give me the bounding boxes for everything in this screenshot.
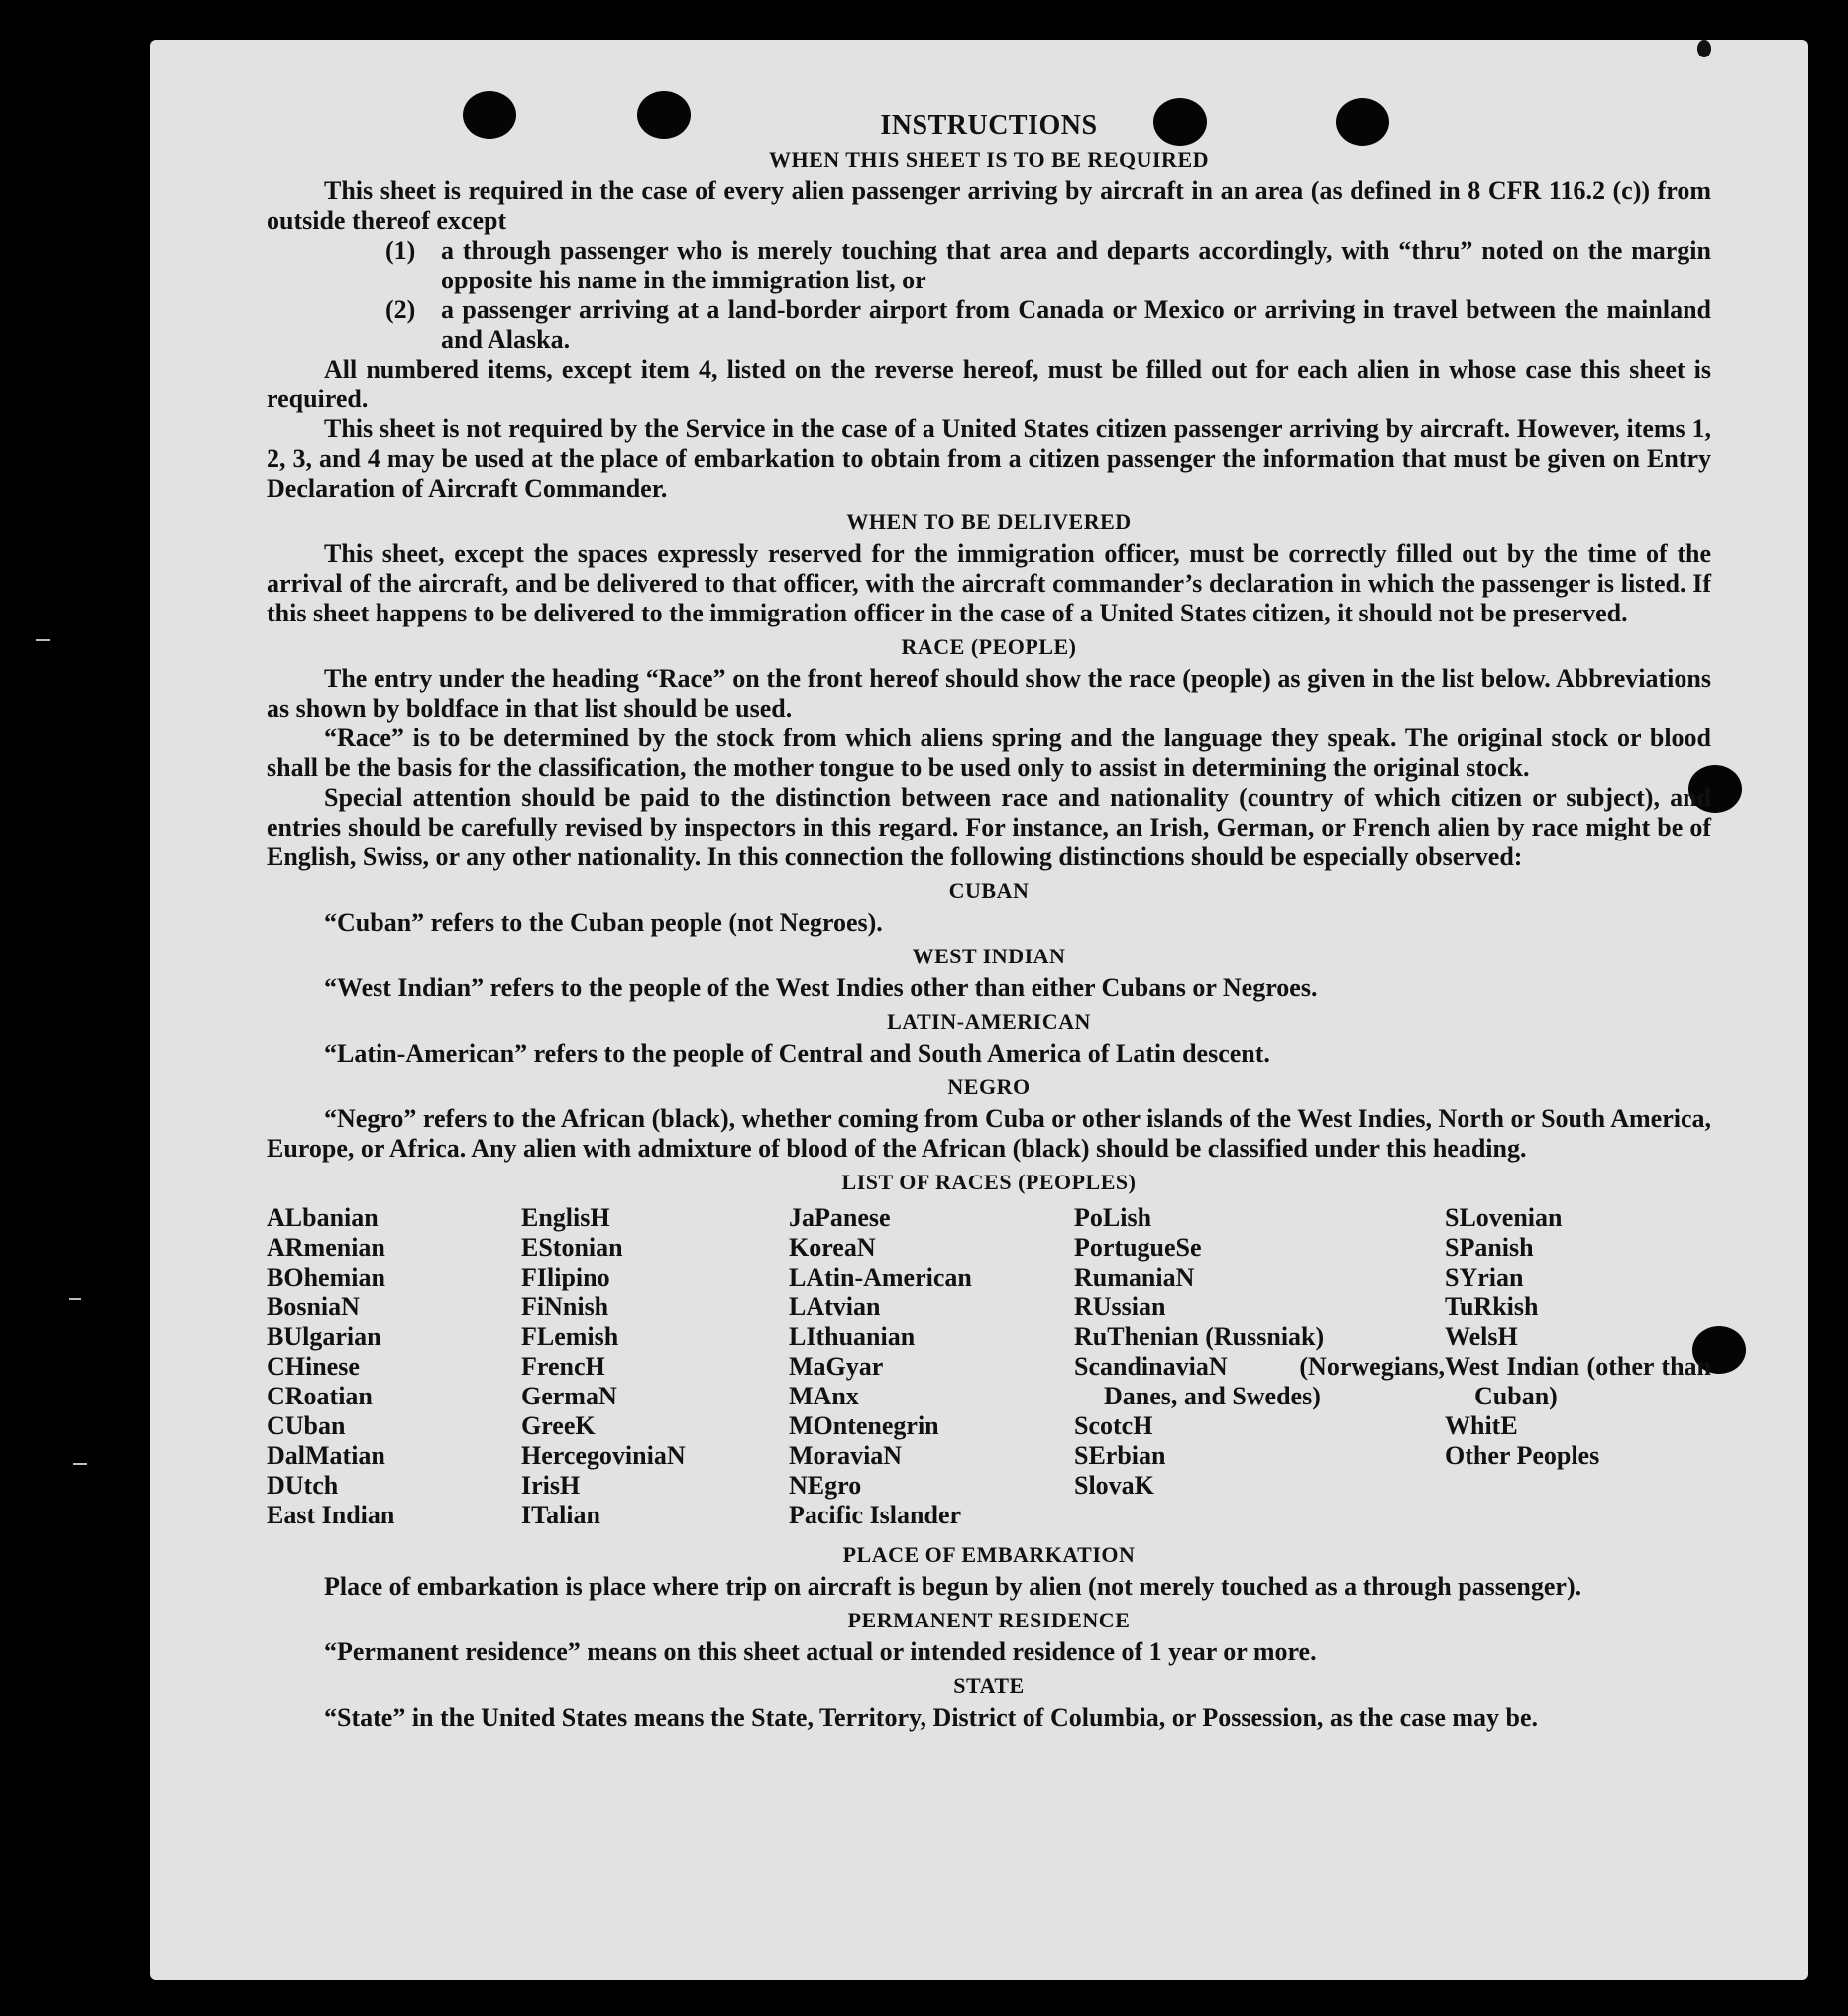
race-entry: BOhemian: [267, 1263, 385, 1291]
race-entry: IrisH: [521, 1471, 581, 1500]
race-entry: DUtch: [267, 1471, 339, 1500]
race-entry: ScandinaviaN (Norwegians, Danes, and Swedes): [1074, 1352, 1445, 1410]
race-entry: SYrian: [1445, 1263, 1524, 1291]
race-entry: SLovenian: [1445, 1203, 1563, 1232]
race-entry: RuThenian (Russniak): [1074, 1322, 1325, 1351]
race-entry: PoLish: [1074, 1203, 1152, 1232]
section-heading-list-of-races: LIST OF RACES (PEOPLES): [841, 1170, 1137, 1194]
race-entry: RumaniaN: [1074, 1263, 1195, 1291]
race-entry: WhitE: [1445, 1411, 1518, 1440]
race-entry: PortugueSe: [1074, 1233, 1202, 1262]
race-entry: FiNnish: [521, 1292, 609, 1321]
race-entry: JaPanese: [789, 1203, 891, 1232]
race-entry: Pacific Islander: [789, 1501, 962, 1529]
race-entry: WelsH: [1445, 1322, 1518, 1351]
races-column: [789, 1203, 1074, 1530]
race-entry: RUssian: [1074, 1292, 1166, 1321]
paragraph: “State” in the United States means the State, Territory, District of Columbia, or Possession, as the case may be.: [324, 1703, 1539, 1732]
section-heading-latin-american: LATIN-AMERICAN: [887, 1009, 1091, 1034]
race-entry: DalMatian: [267, 1441, 385, 1470]
section-heading-state: STATE: [953, 1673, 1025, 1698]
section-heading-residence: PERMANENT RESIDENCE: [847, 1608, 1131, 1632]
instructions-body: [267, 111, 1711, 1733]
paragraph: Special attention should be paid to the distinction between race and nationality (country of which citizen or subject), and entries should be carefully revised by inspectors in this regard. For instance, an Irish, German, or French alien by race might be of English, Swiss, or any other nationality. In this connection the following distinctions should be especially observed:: [267, 783, 1711, 871]
race-entry: West Indian (other than Cuban): [1445, 1352, 1711, 1410]
race-entry: EnglisH: [521, 1203, 610, 1232]
paragraph: “Latin-American” refers to the people of Central and South America of Latin descent.: [324, 1039, 1270, 1067]
race-entry: BosniaN: [267, 1292, 360, 1321]
scan-speck: [1697, 40, 1711, 57]
race-entry: BUlgarian: [267, 1322, 381, 1351]
race-entry: CUban: [267, 1411, 346, 1440]
race-entry: SPanish: [1445, 1233, 1534, 1262]
page-title: INSTRUCTIONS: [880, 110, 1098, 141]
races-column: [1074, 1203, 1445, 1530]
race-entry: SlovaK: [1074, 1471, 1154, 1500]
race-entry: ALbanian: [267, 1203, 379, 1232]
item-text: a passenger arriving at a land-border airport from Canada or Mexico or arriving in travel between the mainland and Alaska.: [441, 295, 1711, 354]
item-text: a through passenger who is merely touching that area and departs accordingly, with “thru” noted on the margin opposite his name in the immigration list, or: [441, 236, 1711, 294]
paragraph: “Cuban” refers to the Cuban people (not Negroes).: [324, 908, 883, 937]
section-heading-negro: NEGRO: [947, 1074, 1031, 1099]
scan-edge-mark: [36, 639, 50, 641]
race-entry: CRoatian: [267, 1382, 373, 1410]
section-heading-required: WHEN THIS SHEET IS TO BE REQUIRED: [768, 147, 1210, 171]
item-number: (2): [385, 295, 416, 324]
paragraph: This sheet is not required by the Service in the case of a United States citizen passenger arriving by aircraft. However, items 1, 2, 3, and 4 may be used at the place of embarkation to obtain from a citizen passenger the information that must be given on Entry Declaration of Aircraft Commander.: [267, 414, 1711, 503]
section-heading-delivered: WHEN TO BE DELIVERED: [846, 509, 1132, 534]
paragraph: Place of embarkation is place where trip on aircraft is begun by alien (not merely touched as a through passenger).: [324, 1572, 1582, 1601]
paragraph: “West Indian” refers to the people of the West Indies other than either Cubans or Negroes.: [324, 973, 1318, 1002]
paragraph: This sheet is required in the case of every alien passenger arriving by aircraft in an area (as defined in 8 CFR 116.2 (c)) from outside thereof except: [267, 176, 1711, 235]
race-entry: KoreaN: [789, 1233, 876, 1262]
races-column: [521, 1203, 789, 1530]
race-entry: FLemish: [521, 1322, 619, 1351]
race-entry: LAtvian: [789, 1292, 881, 1321]
paragraph: The entry under the heading “Race” on the front hereof should show the race (people) as given in the list below. Abbreviations as shown by boldface in that list should be used.: [267, 664, 1711, 723]
race-entry: HercegoviniaN: [521, 1441, 686, 1470]
race-entry: MAnx: [789, 1382, 859, 1410]
list-item: [267, 236, 1711, 295]
paragraph: All numbered items, except item 4, listed on the reverse hereof, must be filled out for each alien in whose case this sheet is required.: [267, 355, 1711, 413]
scan-edge-mark: [73, 1463, 87, 1465]
races-column: [1445, 1203, 1711, 1530]
race-entry: LIthuanian: [789, 1322, 916, 1351]
race-entry: TuRkish: [1445, 1292, 1539, 1321]
race-entry: ARmenian: [267, 1233, 385, 1262]
race-entry: FIlipino: [521, 1263, 610, 1291]
race-entry: Other Peoples: [1445, 1441, 1600, 1470]
paragraph: This sheet, except the spaces expressly reserved for the immigration officer, must be correctly filled out by the time of the arrival of the aircraft, and be delivered to that officer, with the aircraft commander’s declaration in which the passenger is listed. If this sheet happens to be delivered to the immigration officer in the case of a United States citizen, it should not be preserved.: [267, 539, 1711, 627]
section-heading-embarkation: PLACE OF EMBARKATION: [842, 1542, 1136, 1567]
race-entry: SErbian: [1074, 1441, 1166, 1470]
race-entry: NEgro: [789, 1471, 862, 1500]
race-entry: GreeK: [521, 1411, 596, 1440]
list-item: [267, 295, 1711, 355]
race-entry: MOntenegrin: [789, 1411, 939, 1440]
race-entry: CHinese: [267, 1352, 360, 1381]
race-entry: MaGyar: [789, 1352, 884, 1381]
scan-edge-mark: [69, 1298, 81, 1300]
paragraph: “Permanent residence” means on this sheet actual or intended residence of 1 year or more.: [324, 1637, 1317, 1666]
section-heading-west-indian: WEST INDIAN: [912, 944, 1066, 968]
race-entry: EStonian: [521, 1233, 623, 1262]
item-number: (1): [385, 236, 416, 265]
paragraph: “Negro” refers to the African (black), whether coming from Cuba or other islands of the West Indies, North or South America, Europe, or Africa. Any alien with admixture of blood of the African (black) should be classified under this heading.: [267, 1104, 1711, 1163]
races-column: [267, 1203, 521, 1530]
paragraph: “Race” is to be determined by the stock from which aliens spring and the language they speak. The original stock or blood shall be the basis for the classification, the mother tongue to be used only to assist in determining the original stock.: [267, 724, 1711, 782]
race-entry: GermaN: [521, 1382, 617, 1410]
race-entry: MoraviaN: [789, 1441, 903, 1470]
races-list: [267, 1203, 1711, 1530]
race-entry: FrencH: [521, 1352, 605, 1381]
race-entry: ScotcH: [1074, 1411, 1153, 1440]
section-heading-cuban: CUBAN: [948, 878, 1030, 903]
race-entry: LAtin-American: [789, 1263, 972, 1291]
race-entry: ITalian: [521, 1501, 600, 1529]
section-heading-race: RACE (PEOPLE): [901, 634, 1077, 659]
race-entry: East Indian: [267, 1501, 395, 1529]
